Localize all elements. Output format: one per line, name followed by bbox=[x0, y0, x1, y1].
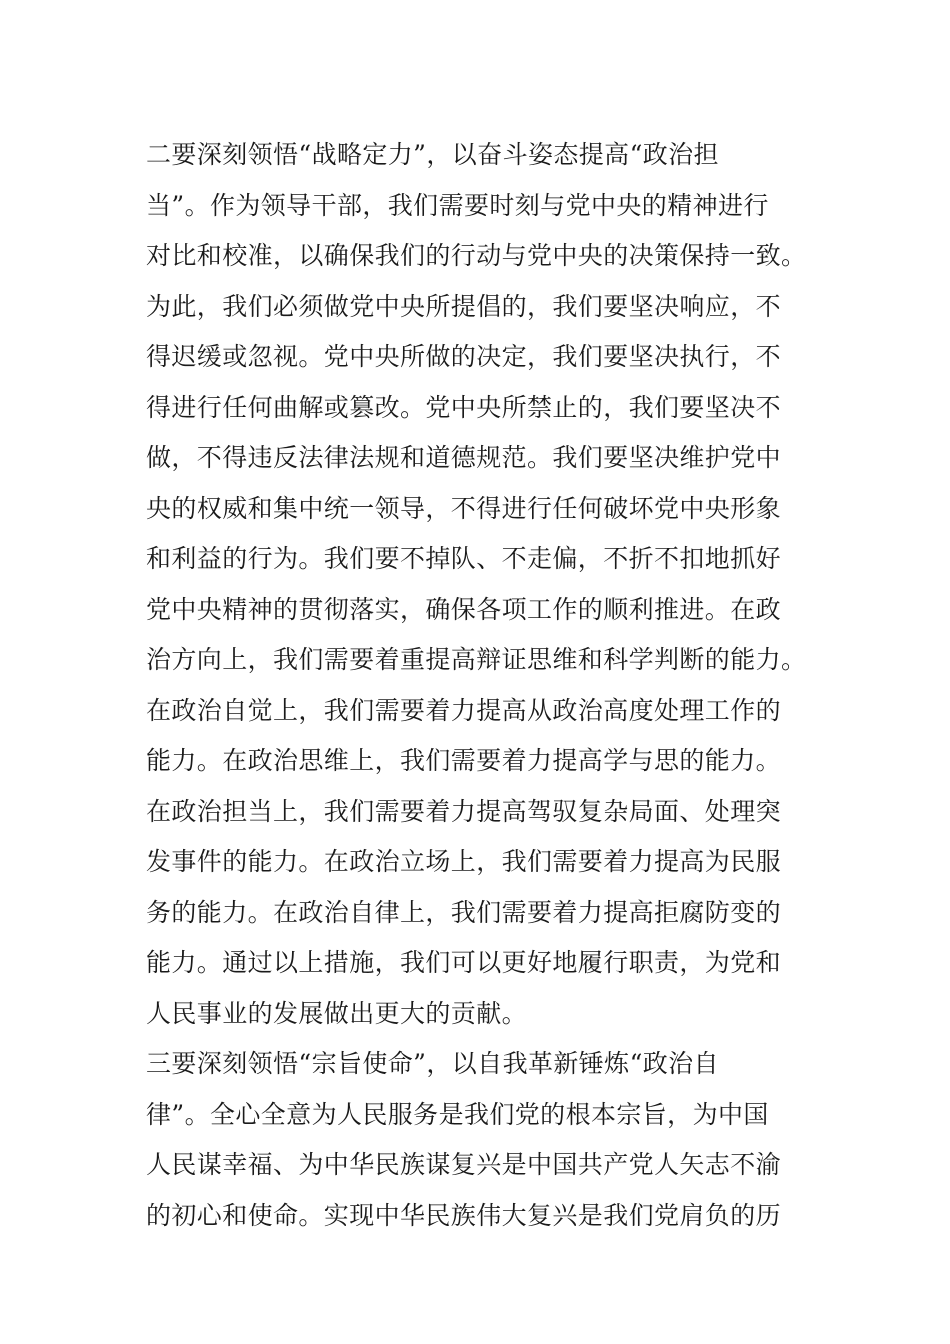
body-text bbox=[146, 130, 806, 1241]
text-line: 央的权威和集中统一领导，不得进行任何破坏党中央形象 bbox=[146, 493, 782, 523]
paragraph-purpose-mission bbox=[146, 1039, 806, 1241]
text-line: 在政治自觉上，我们需要着力提高从政治高度处理工作的 bbox=[146, 695, 782, 725]
text-line: 二要深刻领悟“战略定力”，以奋斗姿态提高“政治担 bbox=[146, 140, 719, 169]
text-line: 治方向上，我们需要着重提高辩证思维和科学判断的能力。 bbox=[146, 645, 807, 674]
text-line: 和利益的行为。我们要不掉队、不走偏，不折不扣地抓好 bbox=[146, 544, 782, 573]
text-line: 人民事业的发展做出更大的贡献。 bbox=[146, 998, 528, 1028]
text-line: 在政治担当上，我们需要着力提高驾驭复杂局面、处理突 bbox=[146, 796, 782, 826]
text-line: 得进行任何曲解或篡改。党中央所禁止的，我们要坚决不 bbox=[146, 392, 782, 422]
text-line: 律”。全心全意为人民服务是我们党的根本宗旨，为中国 bbox=[146, 1099, 769, 1129]
text-line: 能力。在政治思维上，我们需要着力提高学与思的能力。 bbox=[146, 746, 782, 775]
text-line: 党中央精神的贯彻落实，确保各项工作的顺利推进。在政 bbox=[146, 594, 782, 624]
text-line: 对比和校准，以确保我们的行动与党中央的决策保持一致。 bbox=[146, 241, 807, 270]
text-line: 为此，我们必须做党中央所提倡的，我们要坚决响应，不 bbox=[146, 291, 782, 321]
text-line: 当”。作为领导干部，我们需要时刻与党中央的精神进行 bbox=[146, 190, 769, 220]
text-line: 发事件的能力。在政治立场上，我们需要着力提高为民服 bbox=[146, 847, 782, 876]
text-line: 人民谋幸福、为中华民族谋复兴是中国共产党人矢志不渝 bbox=[146, 1150, 782, 1179]
text-line: 务的能力。在政治自律上，我们需要着力提高拒腐防变的 bbox=[146, 897, 782, 927]
text-line: 能力。通过以上措施，我们可以更好地履行职责，为党和 bbox=[146, 948, 782, 977]
text-line: 三要深刻领悟“宗旨使命”，以自我革新锤炼“政治自 bbox=[146, 1049, 719, 1078]
text-line: 做，不得违反法律法规和道德规范。我们要坚决维护党中 bbox=[146, 443, 782, 472]
text-line: 的初心和使命。实现中华民族伟大复兴是我们党肩负的历 bbox=[146, 1200, 782, 1230]
text-line: 得迟缓或忽视。党中央所做的决定，我们要坚决执行，不 bbox=[146, 342, 782, 371]
paragraph-strategic-focus bbox=[146, 130, 806, 1039]
